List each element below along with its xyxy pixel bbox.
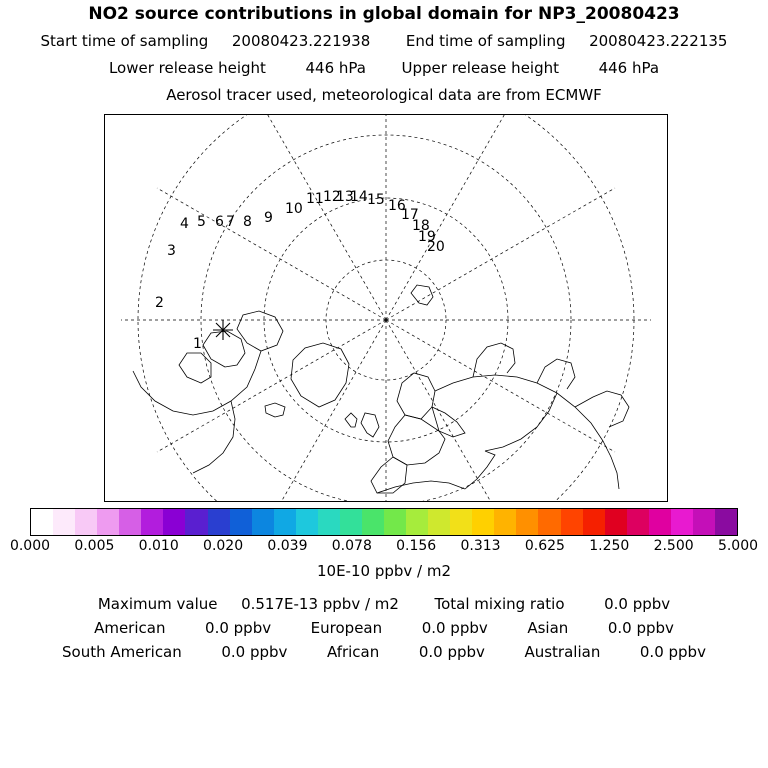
colorbar-swatch-26	[605, 509, 627, 535]
colorbar-tick-10: 2.500	[653, 538, 694, 554]
colorbar-swatch-24	[561, 509, 583, 535]
colorbar-swatch-5	[141, 509, 163, 535]
colorbar-swatch-2	[75, 509, 97, 535]
max-value-label: Maximum value	[97, 595, 218, 613]
region-european-label: European	[310, 619, 383, 637]
colorbar-swatch-29	[671, 509, 693, 535]
trajectory-label-15: 15	[367, 192, 385, 208]
trajectory-label-4: 4	[180, 216, 189, 232]
colorbar-swatch-4	[119, 509, 141, 535]
release-point-star-icon	[213, 320, 233, 340]
colorbar-swatch-10	[252, 509, 274, 535]
region-african-label: African	[326, 643, 380, 661]
colorbar-tick-11: 5.000	[717, 538, 759, 554]
colorbar	[30, 508, 738, 536]
start-time-label: Start time of sampling	[40, 32, 209, 50]
header-row-release-heights	[0, 59, 768, 77]
colorbar-swatch-8	[208, 509, 230, 535]
trajectory-label-10: 10	[285, 201, 303, 217]
colorbar-swatch-22	[516, 509, 538, 535]
end-time-value: 20080423.222135	[589, 32, 728, 50]
trajectory-label-5: 5	[197, 214, 206, 230]
colorbar-tick-2: 0.010	[138, 538, 179, 554]
colorbar-tick-8: 0.625	[524, 538, 565, 554]
colorbar-swatch-3	[97, 509, 119, 535]
colorbar-tick-6: 0.156	[396, 538, 437, 554]
colorbar-tick-0: 0.000	[9, 538, 51, 554]
colorbar-swatch-15	[362, 509, 384, 535]
map-svg	[105, 115, 667, 501]
trajectory-label-8: 8	[243, 214, 252, 230]
footer-row-regions-2	[0, 643, 768, 661]
coastlines-group	[133, 285, 629, 493]
colorbar-swatch-27	[627, 509, 649, 535]
map-plot-area	[104, 114, 668, 502]
colorbar-tick-3: 0.020	[203, 538, 244, 554]
colorbar-swatch-11	[274, 509, 296, 535]
colorbar-swatch-21	[494, 509, 516, 535]
colorbar-swatch-16	[384, 509, 406, 535]
colorbar-swatch-1	[53, 509, 75, 535]
trajectory-label-6: 6	[215, 214, 224, 230]
max-value: 0.517E-13 ppbv / m2	[241, 595, 399, 613]
region-south-american-value: 0.0 ppbv	[221, 643, 288, 661]
colorbar-tick-7: 0.313	[460, 538, 501, 554]
colorbar-swatch-14	[340, 509, 362, 535]
trajectory-label-14: 14	[350, 189, 368, 205]
region-asian-label: Asian	[527, 619, 569, 637]
colorbar-swatch-28	[649, 509, 671, 535]
region-american-value: 0.0 ppbv	[205, 619, 272, 637]
trajectory-label-19: 19	[418, 229, 436, 245]
trajectory-label-17: 17	[401, 207, 419, 223]
tracer-note: Aerosol tracer used, meteorological data are from ECMWF	[166, 86, 602, 104]
lower-release-height-label: Lower release height	[108, 59, 266, 77]
colorbar-unit-label: 10E-10 ppbv / m2	[316, 562, 452, 580]
colorbar-swatch-17	[406, 509, 428, 535]
footer-row-regions-1	[0, 619, 768, 637]
colorbar-swatch-30	[693, 509, 715, 535]
end-time-label: End time of sampling	[405, 32, 566, 50]
graticule-group	[121, 115, 651, 501]
colorbar-tick-1: 0.005	[74, 538, 115, 554]
start-time-value: 20080423.221938	[231, 32, 371, 50]
trajectory-label-18: 18	[412, 218, 430, 234]
colorbar-swatch-25	[583, 509, 605, 535]
colorbar-tick-labels	[0, 538, 768, 556]
trajectory-label-9: 9	[264, 210, 273, 226]
upper-release-height-label: Upper release height	[401, 59, 559, 77]
trajectory-label-13: 13	[336, 189, 354, 205]
colorbar-swatch-13	[318, 509, 340, 535]
colorbar-tick-4: 0.039	[267, 538, 308, 554]
colorbar-swatch-18	[428, 509, 450, 535]
colorbar-tick-9: 1.250	[589, 538, 630, 554]
page-title: NO2 source contributions in global domain for NP3_20080423	[88, 4, 680, 24]
region-asian-value: 0.0 ppbv	[607, 619, 674, 637]
region-american-label: American	[94, 619, 166, 637]
colorbar-swatch-20	[472, 509, 494, 535]
region-australian-value: 0.0 ppbv	[639, 643, 706, 661]
trajectory-label-11: 11	[306, 191, 324, 207]
colorbar-swatch-12	[296, 509, 318, 535]
total-mixing-ratio-label: Total mixing ratio	[434, 595, 565, 613]
colorbar-tick-5: 0.078	[331, 538, 372, 554]
total-mixing-ratio-value: 0.0 ppbv	[604, 595, 671, 613]
colorbar-swatch-19	[450, 509, 472, 535]
trajectory-label-7: 7	[226, 214, 235, 230]
colorbar-swatch-6	[163, 509, 185, 535]
region-south-american-label: South American	[62, 643, 182, 661]
upper-release-height-value: 446 hPa	[598, 59, 660, 77]
trajectory-label-3: 3	[167, 243, 176, 259]
trajectory-label-2: 2	[155, 295, 164, 311]
colorbar-swatch-31	[715, 509, 737, 535]
footer-row-max	[0, 595, 768, 613]
region-european-value: 0.0 ppbv	[421, 619, 488, 637]
lower-release-height-value: 446 hPa	[305, 59, 366, 77]
trajectory-label-20: 20	[427, 239, 445, 255]
trajectory-label-12: 12	[323, 189, 341, 205]
colorbar-swatch-9	[230, 509, 252, 535]
colorbar-swatch-0	[31, 509, 53, 535]
header-row-sampling-times	[0, 32, 768, 50]
colorbar-swatch-7	[185, 509, 207, 535]
region-african-value: 0.0 ppbv	[418, 643, 485, 661]
region-australian-label: Australian	[524, 643, 601, 661]
trajectory-label-1: 1	[193, 336, 202, 352]
colorbar-swatch-23	[538, 509, 560, 535]
trajectory-label-16: 16	[388, 198, 406, 214]
